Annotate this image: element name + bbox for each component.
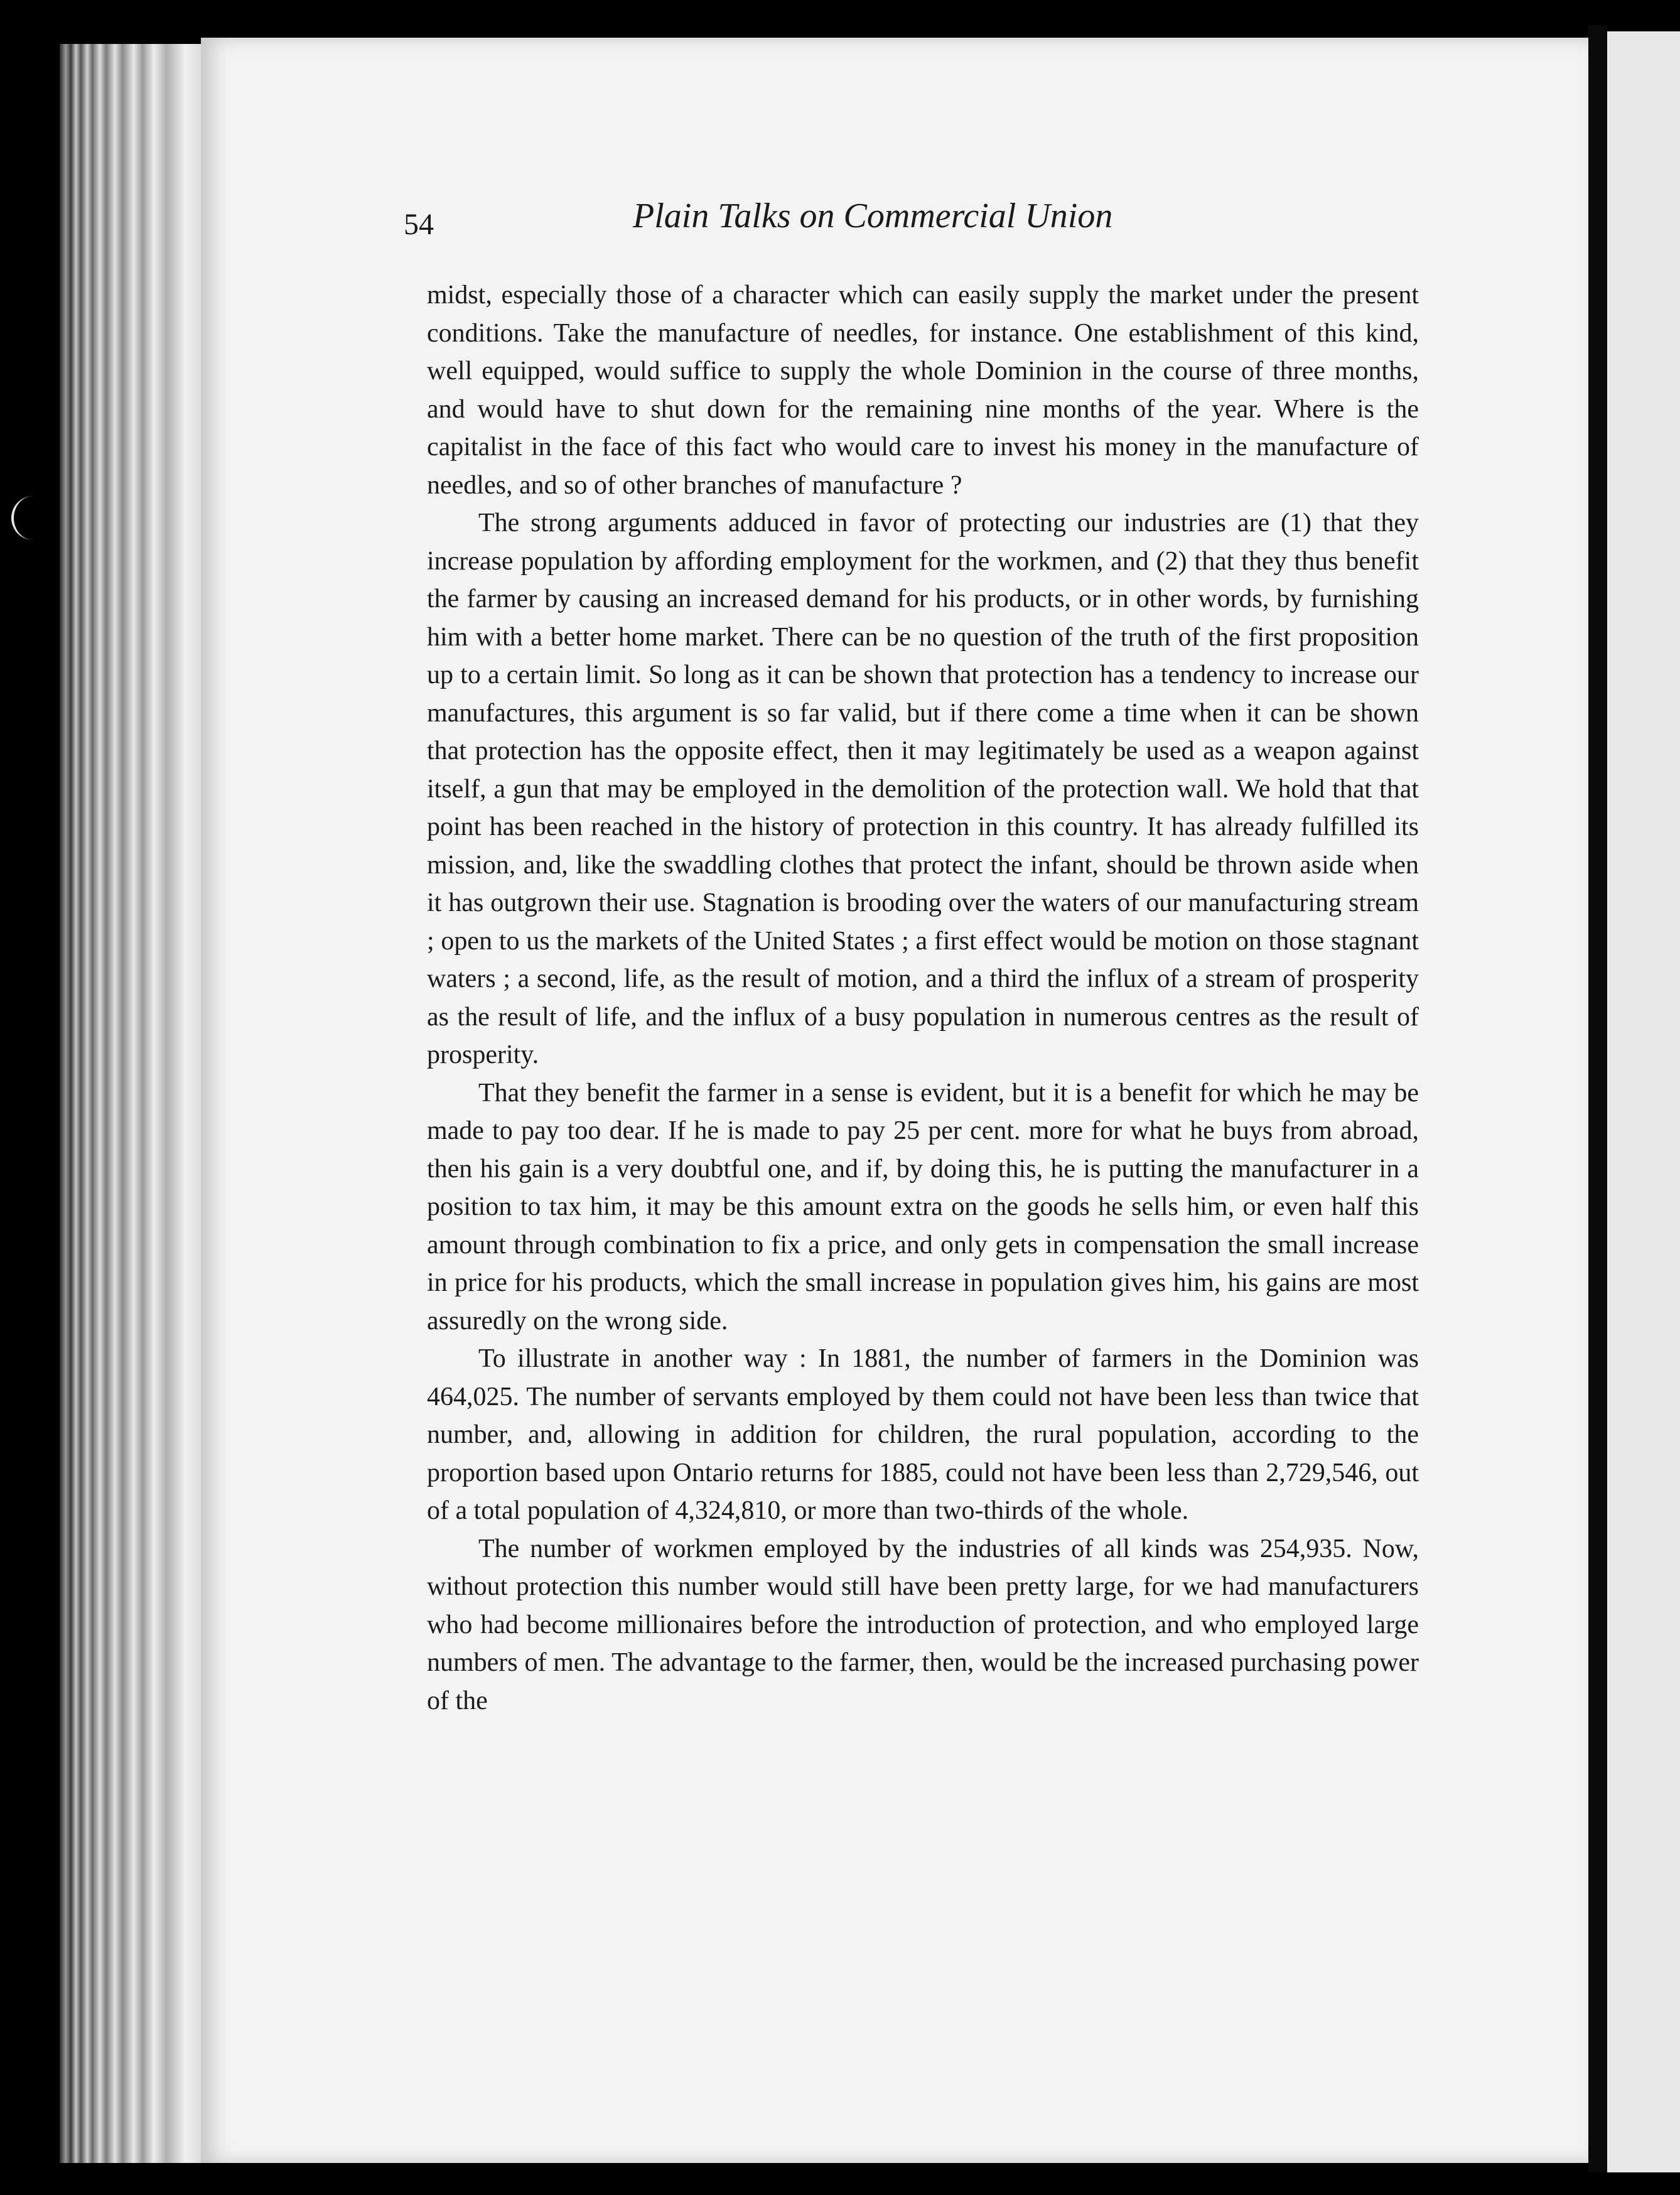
facing-page-edge [1607, 31, 1680, 2172]
book-gutter [1588, 25, 1607, 2172]
running-title: Plain Talks on Commercial Union [633, 197, 1113, 235]
paragraph-1: midst, especially those of a character which can easily supply the market under the present conditions. Take the manufacture of needles, for instance. One establishment of this kind, well equipped, would suffice to supply the whole Dominion in the course of three months, and would have to shut down for the remaining nine months of the year. Where is the capitalist in the face of this fact who would care to invest his money in the manufacture of needles, and so of other branches of manufacture ? [427, 281, 1419, 500]
margin-bracket-mark [11, 496, 39, 540]
page-header [404, 196, 1182, 246]
paragraph-4: To illustrate in another way : In 1881, the number of farmers in the Dominion was 464,025. The number of servants employed by them could not have been less than twice that number, and, allowing in addition for children, the rural population, according to the proportion based upon Ontario returns for 1885, could not have been less than 2,729,546, out of a total population of 4,324,810, or more than two-thirds of the whole. [427, 1344, 1419, 1525]
paragraph-2: The strong arguments adduced in favor of protecting our industries are (1) that they increase population by affording employment for the workmen, and (2) that they thus benefit the farmer by causing an increased demand for his products, or in other words, by furnishing him with a better home market. There can be no question of the truth of the first proposition up to a certain limit. So long as it can be shown that protection has a tendency to increase our manufactures, this argument is so far valid, but if there come a time when it can be shown that protection has the opposite effect, then it may legitimately be used as a weapon against itself, a gun that may be employed in the demolition of the protection wall. We hold that that point has been reached in the history of protection in this country. It has already fulfilled its mission, and, like the swaddling clothes that protect the infant, should be thrown aside when it has outgrown their use. Stagnation is brooding over the waters of our manufacturing stream ; open to us the markets of the United States ; a first effect would be motion on those stagnant waters ; a second, life, as the result of motion, and a third the influx of a stream of prosperity as the result of life, and the influx of a busy population in numerous centres as the result of prosperity. [427, 509, 1419, 1069]
page-number: 54 [404, 208, 434, 241]
paragraph-5: The number of workmen employed by the industries of all kinds was 254,935. Now, without protection this number would still have been pretty large, for we had manufacturers who had become millionaires before the introduction of protection, and who employed large numbers of men. The advantage to the farmer, then, would be the increased purchasing power of the [427, 1534, 1419, 1715]
paragraph-3: That they benefit the farmer in a sense is evident, but it is a benefit for which he may be made to pay too dear. If he is made to pay 25 per cent. more for what he buys from abroad, then his gain is a very doubtful one, and if, by doing this, he is putting the manufacturer in a position to tax him, it may be this amount extra on the goods he sells him, or even half this amount through combination to fix a price, and only gets in compensation the small increase in price for his products, which the small increase in population gives him, his gains are most assuredly on the wrong side. [427, 1078, 1419, 1335]
book-page-edges [60, 44, 223, 2163]
page-body [427, 276, 1419, 1720]
